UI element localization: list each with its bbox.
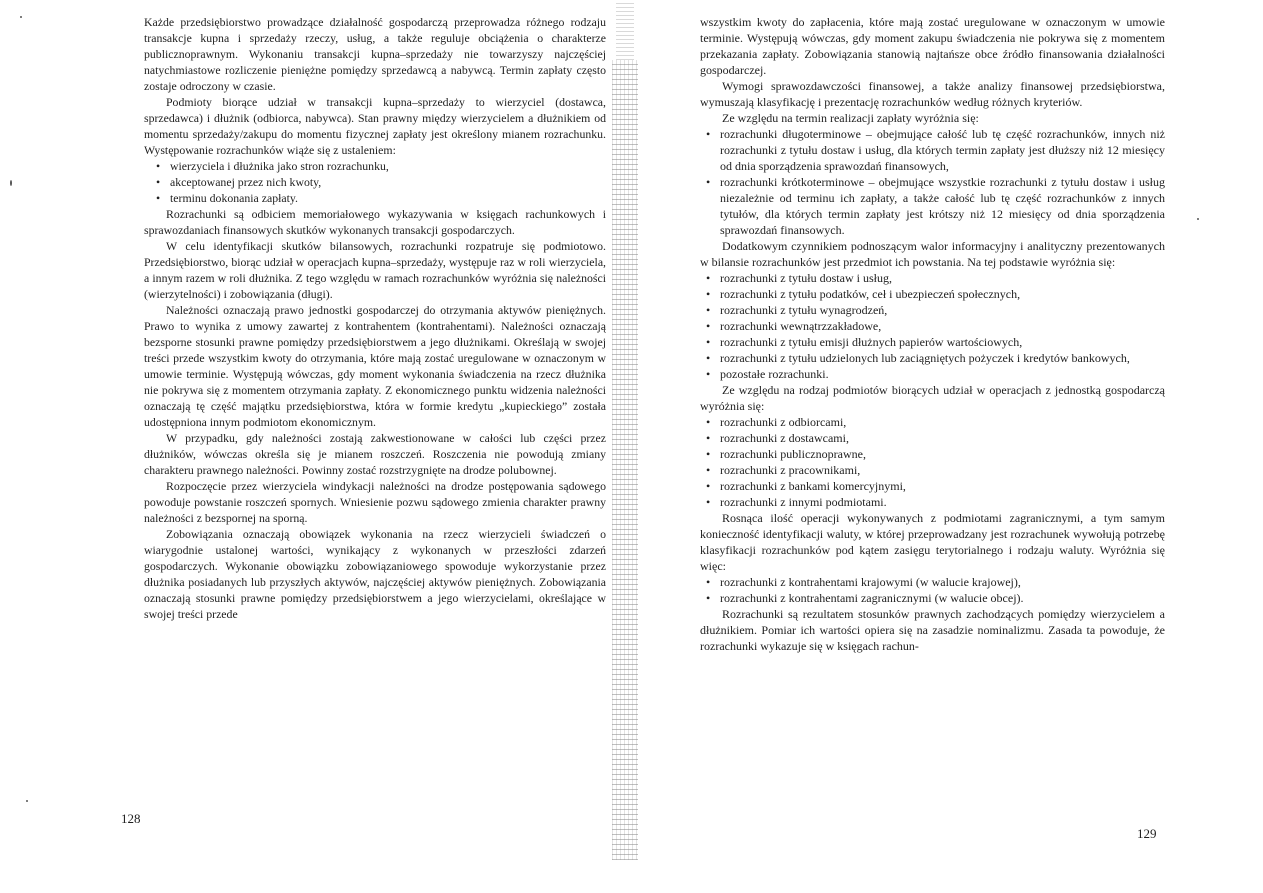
paragraph: Rozrachunki są odbiciem memoriałowego wykazywania w księgach rachunkowych i sprawozdaniach finansowych skutków wykonanych transakcji gospodarczych. — [144, 207, 606, 237]
right-page — [700, 14, 1165, 814]
paragraph: Rozpoczęcie przez wierzyciela windykacji należności na drodze postępowania sądowego powoduje powstanie roszczeń spornych. Wniesienie pozwu sądowego zmienia charakter prawny należności z bezspornej na sporną. — [144, 479, 606, 525]
list-item: • wierzyciela i dłużnika jako stron rozrachunku, — [144, 158, 606, 174]
paragraph: W celu identyfikacji skutków bilansowych, rozrachunki rozpatruje się podmiotowo. Przedsiębiorstwo, biorąc udział w operacjach kupna–sprzedaży, występuje raz w roli wierzyciela, a innym razem w roli dłużnika. Z tego względu w ramach rozrachunków wyróżnia się należności (wierzytelności) i zobowiązania (długi). — [144, 239, 606, 301]
scan-speck — [20, 16, 22, 18]
list-item: • rozrachunki z bankami komercyjnymi, — [700, 478, 1165, 494]
paragraph: Dodatkowym czynnikiem podnoszącym walor informacyjny i analityczny prezentowanych w bilansie rozrachunków jest przedmiot ich powstania. Na tej podstawie wyróżnia się: — [700, 239, 1165, 269]
list-item: • rozrachunki długoterminowe – obejmujące całość lub tę część rozrachunków, innych niż rozrachunki z tytułu dostaw i usług, dla których termin zapłaty jest dłuższy niż 12 miesięcy od dnia sporządzenia sprawozdań finansowych, — [700, 126, 1165, 174]
binding-gutter — [612, 60, 638, 860]
scan-speck — [26, 800, 28, 802]
list-item: • rozrachunki z tytułu emisji dłużnych papierów wartościowych, — [700, 334, 1165, 350]
paragraph: W przypadku, gdy należności zostają zakwestionowane w całości lub części przez dłużników, wówczas określa się je mianem roszczeń. Roszczenia nie powodują zmiany charakteru prawnego należności. Powinny zostać rozstrzygnięte na drodze polubownej. — [144, 431, 606, 477]
list-item: • rozrachunki krótkoterminowe – obejmujące wszystkie rozrachunki z tytułu dostaw i usług niezależnie od terminu ich zapłaty, a także całość lub tę część rozrachunków z innych tytułów, dla których termin zapłaty jest krótszy niż 12 miesięcy od dnia sporządzenia sprawozdań finansowych. — [700, 174, 1165, 238]
paragraph: Każde przedsiębiorstwo prowadzące działalność gospodarczą przeprowadza różnego rodzaju transakcje kupna i sprzedaży rzeczy, usług, a także reguluje obciążenia o charakterze publicznoprawnym. Wykonaniu transakcji kupna–sprzedaży nie towarzyszy najczęściej natychmiastowe rozliczenie pieniężne pomiędzy sprzedawcą a nabywcą. Termin zapłaty często zostaje odroczony w czasie. — [144, 15, 606, 93]
paragraph: Ze względu na rodzaj podmiotów biorących udział w operacjach z jednostką gospodarczą wyróżnia się: — [700, 383, 1165, 413]
paragraph: Należności oznaczają prawo jednostki gospodarczej do otrzymania aktywów pieniężnych. Prawo to wynika z umowy zawartej z kontrahentem (kontrahentami). Należności oznaczają bezsporne stosunki prawne pomiędzy przedsiębiorstwem a jego dłużnikami. Określają w swojej treści przede wszystkim kwoty do otrzymania, które mają zostać uregulowane w oznaczonym w umowie terminie. Występują wówczas, gdy moment wykonania świadczenia na rzecz dłużnika nie pokrywa się z momentem otrzymania zapłaty. Z ekonomicznego punktu widzenia należności oznaczają tę część majątku przedsiębiorstwa, która w formie kredytu „kupieckiego” została udostępniona innym podmiotom ekonomicznym. — [144, 303, 606, 429]
paragraph: Zobowiązania oznaczają obowiązek wykonania na rzecz wierzycieli świadczeń o wiarygodnie ustalonej wartości, wynikający z wykonanych w przeszłości zdarzeń gospodarczych. Wykonanie obowiązku zobowiązaniowego spowoduje wykorzystanie przez dłużnika posiadanych lub przyszłych aktywów, najczęściej aktywów pieniężnych. Zobowiązania oznaczają stosunki prawne pomiędzy przedsiębiorstwem a jego wierzycielami, określające w swojej treści przede — [144, 527, 606, 621]
bullet-list — [700, 270, 1165, 382]
list-item: • rozrachunki z odbiorcami, — [700, 414, 1165, 430]
left-page — [144, 14, 606, 806]
list-item: • rozrachunki z dostawcami, — [700, 430, 1165, 446]
scan-speck — [1197, 218, 1199, 220]
scan-speck — [10, 180, 12, 186]
list-item: • akceptowanej przez nich kwoty, — [144, 174, 606, 190]
bullet-list — [700, 414, 1165, 510]
list-item: • pozostałe rozrachunki. — [700, 366, 1165, 382]
paragraph: Podmioty biorące udział w transakcji kupna–sprzedaży to wierzyciel (dostawca, sprzedawca) i dłużnik (odbiorca, nabywca). Stan prawny między wierzycielem a dłużnikiem od momentu sprzedaży/zakupu do momentu fizycznej zapłaty jest określony mianem rozrachunku. Występowanie rozrachunków wiąże się z ustaleniem: — [144, 95, 606, 157]
page-number-left: 128 — [121, 811, 141, 826]
paragraph: Wymogi sprawozdawczości finansowej, a także analizy finansowej przedsiębiorstwa, wymuszają klasyfikację i prezentację rozrachunków według różnych kryteriów. — [700, 79, 1165, 109]
paragraph: wszystkim kwoty do zapłacenia, które mają zostać uregulowane w oznaczonym w umowie terminie. Występują wówczas, gdy moment zakupu świadczenia nie pokrywa się z momentem przekazania zapłaty. Zobowiązania stanowią najtańsze obce źródło finansowania działalności gospodarczej. — [700, 15, 1165, 77]
list-item: • rozrachunki z tytułu dostaw i usług, — [700, 270, 1165, 286]
list-item: • rozrachunki z innymi podmiotami. — [700, 494, 1165, 510]
binding-gutter-top — [616, 0, 634, 60]
paragraph: Rozrachunki są rezultatem stosunków prawnych zachodzących pomiędzy wierzycielem a dłużnikiem. Pomiar ich wartości opiera się na zasadzie nominalizmu. Zasada ta powoduje, że rozrachunki wykazuje się w księgach rachun- — [700, 607, 1165, 653]
list-item: • rozrachunki z tytułu wynagrodzeń, — [700, 302, 1165, 318]
list-item: • rozrachunki z tytułu podatków, ceł i ubezpieczeń społecznych, — [700, 286, 1165, 302]
bullet-list — [144, 158, 606, 206]
list-item: • rozrachunki z pracownikami, — [700, 462, 1165, 478]
paragraph: Ze względu na termin realizacji zapłaty wyróżnia się: — [722, 111, 979, 125]
list-item: • rozrachunki z kontrahentami krajowymi (w walucie krajowej), — [700, 574, 1165, 590]
list-item: • rozrachunki z kontrahentami zagranicznymi (w walucie obcej). — [700, 590, 1165, 606]
page-number-right: 129 — [1137, 826, 1157, 841]
bullet-list — [700, 126, 1165, 238]
list-item: • rozrachunki wewnątrzzakładowe, — [700, 318, 1165, 334]
list-item: • rozrachunki publicznoprawne, — [700, 446, 1165, 462]
list-item: • terminu dokonania zapłaty. — [144, 190, 606, 206]
paragraph: Rosnąca ilość operacji wykonywanych z podmiotami zagranicznymi, a tym samym konieczność identyfikacji waluty, w której przeprowadzany jest rozrachunek wywołują potrzebę klasyfikacji rozrachunków pod kątem zasięgu terytorialnego i rodzaju waluty. Wyróżnia się więc: — [700, 511, 1165, 573]
bullet-list — [700, 574, 1165, 606]
list-item: • rozrachunki z tytułu udzielonych lub zaciągniętych pożyczek i kredytów bankowych, — [700, 350, 1165, 366]
